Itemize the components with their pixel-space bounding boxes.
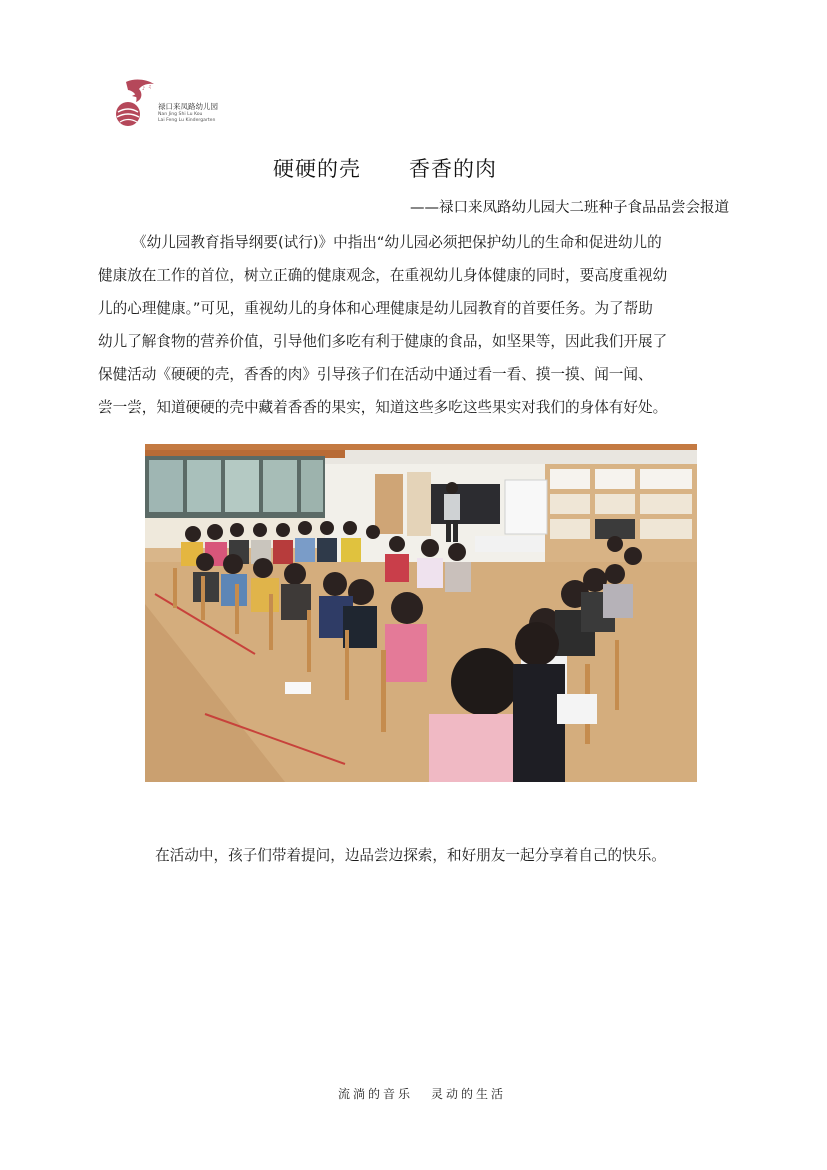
article-subtitle: ——禄口来凤路幼儿园大二班种子食品品尝会报道	[410, 200, 729, 216]
kindergarten-logo	[112, 76, 252, 132]
svg-text:♪: ♪	[142, 86, 146, 92]
logo-name-cn: 禄口来凤路幼儿园	[158, 102, 218, 111]
article-title-part2: 香香的肉	[409, 157, 497, 181]
paragraph-line: 幼儿了解食物的营养价值，引导他们多吃有利于健康的食品，如坚果等，因此我们开展了	[98, 333, 668, 350]
article-title	[0, 153, 770, 183]
logo-name-en-line2: Lai Feng Lu Kindergarten	[158, 118, 216, 123]
kindergarten-emblem-icon	[112, 76, 158, 128]
photo-caption-text: 在活动中，孩子们带着提问，边品尝边探索，和好朋友一起分享着自己的快乐。	[155, 847, 666, 864]
paragraph-line: 健康放在工作的首位，树立正确的健康观念，在重视幼儿身体健康的同时，要高度重视幼	[98, 267, 668, 284]
paragraph-line: 尝一尝，知道硬硬的壳中藏着香香的果实，知道这些多吃这些果实对我们的身体有好处。	[98, 399, 668, 416]
paragraph-line: 儿的心理健康。”可见，重视幼儿的身体和心理健康是幼儿园教育的首要任务。为了帮助	[98, 300, 653, 317]
classroom-activity-photo	[145, 444, 697, 782]
page-footer-slogan	[0, 1085, 827, 1102]
article-paragraph	[98, 226, 750, 424]
paragraph-line: 《幼儿园教育指导纲要(试行)》中指出“幼儿园必须把保护幼儿的生命和促进幼儿的	[132, 234, 662, 251]
photo-caption	[0, 844, 827, 865]
logo-name-en-line1: Nan Jing Shi Lu Kou	[158, 112, 203, 117]
svg-text:♫: ♫	[148, 84, 152, 89]
footer-slogan-left: 流淌的音乐	[337, 1087, 413, 1101]
footer-slogan-right: 灵动的生活	[431, 1087, 507, 1101]
paragraph-line: 保健活动《硬硬的壳，香香的肉》引导孩子们在活动中通过看一看、摸一摸、闻一闻、	[98, 366, 653, 383]
article-title-part1: 硬硬的壳	[273, 157, 361, 181]
